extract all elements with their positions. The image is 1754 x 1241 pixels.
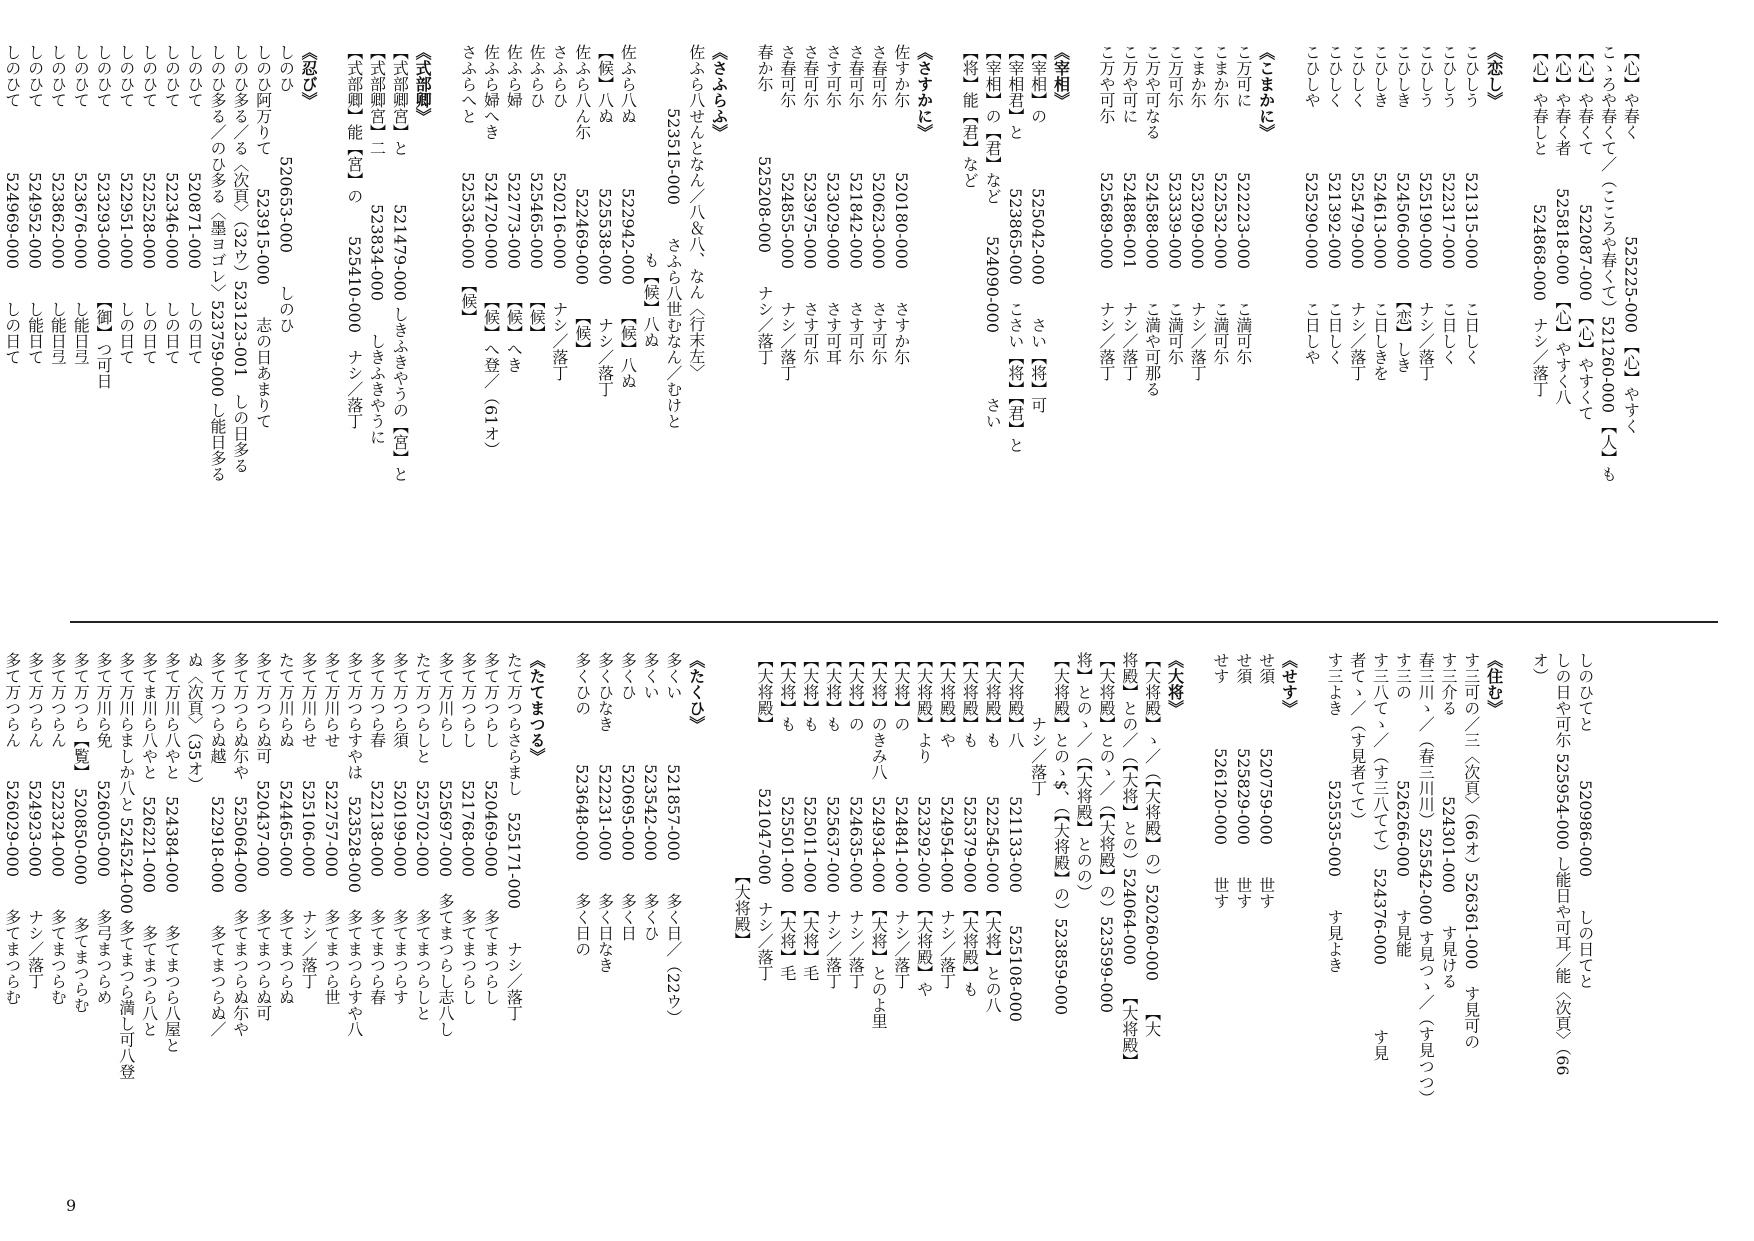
index-line: ナシ／落丁 (1028, 652, 1048, 796)
bottom-index-column (0, 652, 1596, 1202)
index-line: 【心】や春くて 522087-000 【心】やすくて (1575, 44, 1595, 422)
entry-heading: 《住む》 (1484, 652, 1504, 716)
index-line: 将】とのゝ／（【大将殿】とのの） (1074, 652, 1094, 900)
index-line (433, 44, 456, 614)
index-line: しのひて 520871-000 しの日て (185, 44, 205, 366)
index-line: 多くひ 520695-000 多く日 (618, 652, 638, 942)
index-line: しのひて 524952-000 し能日て (25, 44, 45, 366)
entry-heading: 《せす》 (1279, 652, 1299, 716)
index-line: こまか尓 522532-000 こ満可尓 (1211, 44, 1231, 366)
index-line: 【大将】の 524635-000 ナシ／落丁 (846, 652, 866, 990)
index-line: しのひ多る／のひ多る〈墨ヨゴレ〉523759-000 し能日多る (207, 44, 227, 483)
index-line: 多て万つら春 522138-000 多てまつら春 (367, 652, 387, 1006)
index-line: こ万や可に 524886-001 ナシ／落丁 (1119, 44, 1139, 382)
index-line: 春か尓 525208-000 ナシ／落丁 (755, 44, 775, 366)
index-line: 多て万つらぬ可 520437-000 多てまつらぬ可 (253, 652, 273, 1022)
entry-heading: 《恋し》 (1484, 44, 1504, 108)
index-line: さふらひ 520216-000 ナシ／落丁 (549, 44, 569, 382)
page-number: 9 (66, 1196, 77, 1215)
index-line: 多て万つらぬ越 522918-000 多てまつらぬ／ (207, 652, 227, 1038)
index-line: 多てま川ら八やと 526221-000 多てまつら八と (139, 652, 159, 1038)
index-line: 多て万川ら八やと 524384-000 多てまつら八屋と (162, 652, 182, 1054)
index-line: 多て万川らし 525697-000 多てまつらし志八し (435, 652, 455, 1038)
index-line: 【心】や春く 525225-000 【心】やすく (1621, 44, 1641, 435)
index-line (1185, 652, 1208, 1202)
index-line: 【将】能【君】など (960, 44, 980, 188)
index-line: こひしく 525479-000 ナシ／落丁 (1347, 44, 1367, 382)
entry-heading: 《こまかに》 (1256, 44, 1276, 140)
index-line: 【大将殿】 (732, 652, 752, 948)
index-line: さふらへと 525336-000 【候】 (458, 44, 478, 326)
index-line: こ万可尓 523339-000 こ満可尓 (1165, 44, 1185, 366)
index-line: しのひ 520653-000 しのひ (276, 44, 296, 334)
section-divider (70, 621, 1718, 623)
index-line: こひしう 525190-000 ナシ／落丁 (1416, 44, 1436, 382)
index-line: 多て万川らましか八と 524524-000 多てまつら満し可八登 (116, 652, 136, 1080)
index-line: 【候】八ぬ 525538-000 ナシ／落丁 (595, 44, 615, 398)
index-line (730, 44, 753, 614)
index-line: 多て万川らせ 522757-000 多てまつら世 (321, 652, 341, 1006)
index-line (547, 652, 570, 1202)
index-line: こひしう 522317-000 こ日しく (1439, 44, 1458, 366)
index-line: 多て万つらすやは 523528-000 多てまつらすや八 (344, 652, 364, 1038)
index-line: す三よき 525535-000 す見よき (1325, 652, 1345, 974)
index-line: 多くい 521857-000 多く日／（22ウ） (663, 652, 683, 1026)
index-line: 多くい 523542-000 多くひ (641, 652, 661, 942)
index-line: しのひて 523676-000 し能日弖 (71, 44, 91, 366)
index-line: しのひ多る／る〈次頁〉（32ウ）523123-001 しの日多る (230, 44, 250, 474)
entry-heading: 《宰相》 (1051, 44, 1071, 108)
index-line: こ万可に 522223-000 こ満可尓 (1233, 44, 1253, 366)
index-line (1505, 44, 1528, 614)
index-line: しのひ阿万りて 523915-000 志の日あまりて (253, 44, 273, 430)
index-line: す三介る 524301-000 す見ける (1439, 652, 1458, 990)
index-line (935, 44, 958, 614)
index-line: しのひてと 520986-000 しの日てと (1575, 652, 1595, 990)
index-line: 多て万つらし 520469-000 多てまつらし (481, 652, 501, 1006)
index-line: 【大将殿】ゝ／（【大将殿】の）520260-000 【大 (1142, 652, 1162, 1038)
index-line: しのひて 524969-000 しの日て (2, 44, 22, 366)
index-line: しのひて 522951-000 しの日て (116, 44, 136, 366)
index-line: 【大将】のきみ八 524934-000 【大将】とのよ里 (869, 652, 889, 1030)
index-line: しのひて 522528-000 しの日て (139, 44, 159, 366)
index-line: 多て万つらん 522324-000 多てまつらむ (48, 652, 68, 1006)
index-line: 多て万つらん 524923-000 ナシ／落丁 (25, 652, 45, 990)
index-line: オ） (1530, 652, 1550, 684)
index-line: こひしや 525290-000 こ日しや (1302, 44, 1322, 366)
index-line: 将殿】との／（【大将】との）524064-000 【大将殿】 (1119, 652, 1139, 1070)
index-line: 多くひなき 522231-000 多く日なき (595, 652, 615, 974)
index-line: 多て万つらし 521768-000 多てまつらし (458, 652, 478, 1006)
index-line: 多て万つらん 526029-000 多てまつらむ (2, 652, 22, 1006)
index-line: 【大将殿】とのゝ／（【大将殿】の）523599-000 (1097, 652, 1117, 1014)
index-line: 【式部卿宮】二 523834-000 しきふきやうに (367, 44, 387, 446)
index-line: こゝろや春くて／（こころや春くて）521260-000 【人】も (1598, 44, 1618, 483)
index-line: こ万や可尓 525689-000 ナシ／落丁 (1097, 44, 1117, 382)
index-line: 【大将殿】 521047-000 ナシ／落丁 (755, 652, 775, 982)
index-line: 【宰相】の【君】など 524090-000 さい (983, 44, 1003, 430)
entry-heading: 《忍び》 (299, 44, 319, 108)
index-line: 【大将】の 524841-000 ナシ／落丁 (891, 652, 911, 990)
index-line: せ須 520759-000 世す (1256, 652, 1276, 910)
entry-heading: 《さふらふ》 (709, 44, 729, 140)
index-line: 【心】や春しと 524868-000 ナシ／落丁 (1530, 44, 1550, 398)
index-line: さ春可尓 523975-000 さす可尓 (800, 44, 820, 366)
index-line: 多て万つら【覧】 520850-000 多てまつらむ (71, 652, 91, 1014)
index-line: 佐ふら八ん尓 522469-000 【候】 (572, 44, 592, 358)
index-line: こまか尓 523209-000 ナシ／落丁 (1188, 44, 1208, 382)
index-line: たて万つらしと 525702-000 多てまつらしと (413, 652, 433, 1022)
index-line: こひしう 521315-000 こ日しく (1461, 44, 1481, 366)
index-line: 佐すか尓 520180-000 さすか尓 (891, 44, 911, 366)
index-line: こ万や可なる 524588-000 こ満や可那る (1142, 44, 1162, 398)
index-line: 【宰相】の 525042-000 さい【将】可 (1028, 44, 1048, 414)
index-line: 多て万つら須 520199-000 多てまつらす (390, 652, 410, 1006)
index-line: さ春可尓 521842-000 さす可尓 (846, 44, 866, 366)
index-line: も【候】八ぬ (641, 44, 661, 348)
index-line: こひしく 521392-000 こ日しく (1325, 44, 1345, 366)
index-line (1505, 652, 1528, 1202)
entry-heading: 《たてまつる》 (527, 652, 547, 764)
entry-heading: 《大将》 (1165, 652, 1185, 716)
index-line: 【式部卿】能【宮】の 525410-000 ナシ／落丁 (344, 44, 364, 430)
index-line: 佐ふら婦 522773-000 【候】へき (504, 44, 524, 374)
index-line: 【大将殿】や 524954-000 ナシ／落丁 (937, 652, 957, 990)
index-line: 【大将殿】八 521133-000 525108-000 (1005, 652, 1025, 1023)
index-line: 【式部卿宮】と 521479-000 しきふきやうの【宮】と (390, 44, 410, 483)
index-line: 【大将殿】より 523292-000 【大将殿】や (914, 652, 934, 998)
index-line: 春三川ゝ／（春三川川）525542-000 す見つゝ／（す見つつ） (1416, 652, 1436, 1107)
index-line (707, 652, 730, 1202)
index-line: 佐ふら八ぬ 522942-000 【候】八ぬ (618, 44, 638, 390)
index-line: 【心】や春く者 525818-000 【心】やすく八 (1552, 44, 1572, 406)
index-line: せ須 525829-000 世す (1233, 652, 1253, 910)
index-line: さ春可尓 524855-000 ナシ／落丁 (777, 44, 797, 382)
index-line: 【大将殿】も 525379-000 【大将殿】も (960, 652, 980, 998)
index-line: 佐ふら八せんとなん／八＆八、なん〈行末左〉 (686, 44, 706, 380)
index-line: ぬ〈次頁〉（35オ） (185, 652, 205, 793)
index-line (1277, 44, 1300, 614)
entry-heading: 《たくひ》 (686, 652, 706, 732)
index-line: さす可尓 523029-000 さす可耳 (823, 44, 843, 366)
index-line: しのひて 522346-000 しの日て (162, 44, 182, 366)
index-line: 【大将】も 525637-000 ナシ／落丁 (823, 652, 843, 990)
index-line: しのひて 523293-000 【御】つ可日 (93, 44, 113, 390)
entry-heading: 《さすかに》 (914, 44, 934, 140)
index-line: 佐ふらひ 525465-000 【候】 (527, 44, 547, 342)
index-line: 523515-000 さふら八世むなん／むけと (663, 44, 683, 430)
index-line: す三八てゝ／（す三八てて） 524376-000 す見 (1370, 652, 1390, 1062)
index-line: 佐ふら婦へき 524720-000 【候】へ登／（61オ） (481, 44, 501, 458)
index-line: す三可の／三〈次頁〉（66オ）526361-000 す見可の (1461, 652, 1481, 1050)
index-line: こひしき 524506-000 【恋】しき (1393, 44, 1413, 374)
index-line: 【宰相君】と 523865-000 こさい【将】【君】と (1005, 44, 1025, 454)
index-line: こひしき 524613-000 こ日しきを (1370, 44, 1390, 382)
index-line (1299, 652, 1322, 1202)
index-line: せす 526120-000 世す (1211, 652, 1231, 910)
index-line: たて万川らぬ 524465-000 多てまつらぬ (276, 652, 296, 1006)
entry-heading: 《式部卿》 (413, 44, 433, 124)
index-line: す三の 526266-000 す見能 (1393, 652, 1413, 958)
index-line: 多て万川ら免 526005-000 多弓まつらめ (93, 652, 113, 1006)
index-line: 【大将殿】も 522545-000 【大将】との八 (983, 652, 1003, 1014)
index-line: 【大将殿】とのゝ$、（【大将殿】の）523859-000 (1051, 652, 1071, 1016)
index-line: 多て万つらぬ尓や 525064-000 多てまつらぬ尓や (230, 652, 250, 1038)
index-line: 者てゝ／（す見者てて） (1347, 652, 1367, 828)
index-line: 多て万川らせ 525106-000 ナシ／落丁 (299, 652, 319, 990)
index-line: さ春可尓 520623-000 さす可尓 (869, 44, 889, 366)
index-line: 多くひの 523648-000 多く日の (572, 652, 592, 958)
index-line: 【大将】も 525011-000 【大将】毛 (800, 652, 820, 982)
index-line: 【大将】も 525501-000 【大将】毛 (777, 652, 797, 982)
index-line: しのひて 523862-000 し能日弖 (48, 44, 68, 366)
top-index-column (0, 44, 1641, 614)
index-line (319, 44, 342, 614)
index-line: しの日や可尓 525954-000 し能日や可耳／能〈次頁〉（66 (1552, 652, 1572, 1076)
index-line: たて万つらさらまし 525171-000 ナシ／落丁 (504, 652, 524, 1022)
index-line (1071, 44, 1094, 614)
